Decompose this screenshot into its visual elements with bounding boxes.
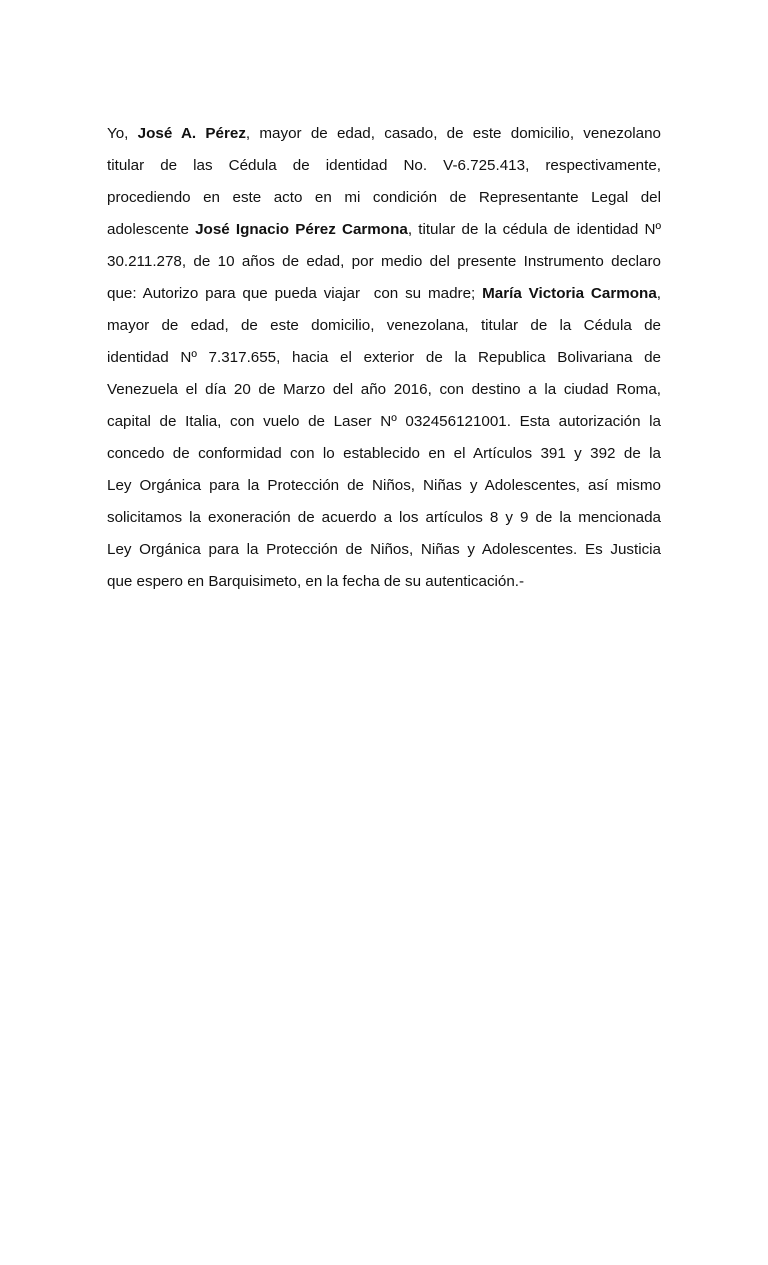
text-line <box>107 374 661 406</box>
text-segment: , <box>656 285 662 302</box>
text-segment: que espero en Barquisimeto, en la fecha de su autenticación.- <box>107 573 525 590</box>
text-line <box>107 566 661 598</box>
text-line <box>107 342 661 374</box>
text-line <box>107 534 661 566</box>
text-segment: titular de las Cédula de identidad No. V-6.725.413, respectivamente, <box>107 157 661 174</box>
text-line <box>107 406 661 438</box>
text-line <box>107 502 661 534</box>
text-segment: Yo, <box>107 125 138 142</box>
text-line <box>107 470 661 502</box>
text-segment: mayor de edad, de este domicilio, venezolana, titular de la Cédula de <box>107 317 661 334</box>
text-line <box>107 246 661 278</box>
text-segment: Ley Orgánica para la Protección de Niños, Niñas y Adolescentes, así mismo <box>107 477 661 494</box>
text-segment: adolescente <box>107 221 196 238</box>
mother-name: María Victoria Carmona <box>482 285 657 302</box>
text-segment: Ley Orgánica para la Protección de Niños, Niñas y Adolescentes. Es Justicia <box>107 541 661 558</box>
text-segment: procediendo en este acto en mi condición de Representante Legal del <box>107 189 661 206</box>
text-segment: que: Autorizo para que pueda viajar con su madre; <box>107 285 483 302</box>
authorization-paragraph <box>107 118 661 598</box>
text-line <box>107 182 661 214</box>
text-line <box>107 118 661 150</box>
text-line <box>107 214 661 246</box>
text-segment: capital de Italia, con vuelo de Laser Nº 032456121001. Esta autorización la <box>107 413 661 430</box>
minor-name: José Ignacio Pérez Carmona <box>195 221 408 238</box>
text-segment: concedo de conformidad con lo establecido en el Artículos 391 y 392 de la <box>107 445 661 462</box>
father-name: José A. Pérez <box>137 125 246 142</box>
text-line <box>107 278 661 310</box>
text-line <box>107 310 661 342</box>
text-line <box>107 150 661 182</box>
text-segment: , titular de la cédula de identidad Nº <box>407 221 662 238</box>
text-line <box>107 438 661 470</box>
text-segment: identidad Nº 7.317.655, hacia el exterior de la Republica Bolivariana de <box>107 349 661 366</box>
text-segment: solicitamos la exoneración de acuerdo a los artículos 8 y 9 de la mencionada <box>107 509 661 526</box>
text-segment: 30.211.278, de 10 años de edad, por medio del presente Instrumento declaro <box>107 253 661 270</box>
text-segment: , mayor de edad, casado, de este domicilio, venezolano <box>245 125 661 142</box>
text-segment: Venezuela el día 20 de Marzo del año 2016, con destino a la ciudad Roma, <box>107 381 661 398</box>
